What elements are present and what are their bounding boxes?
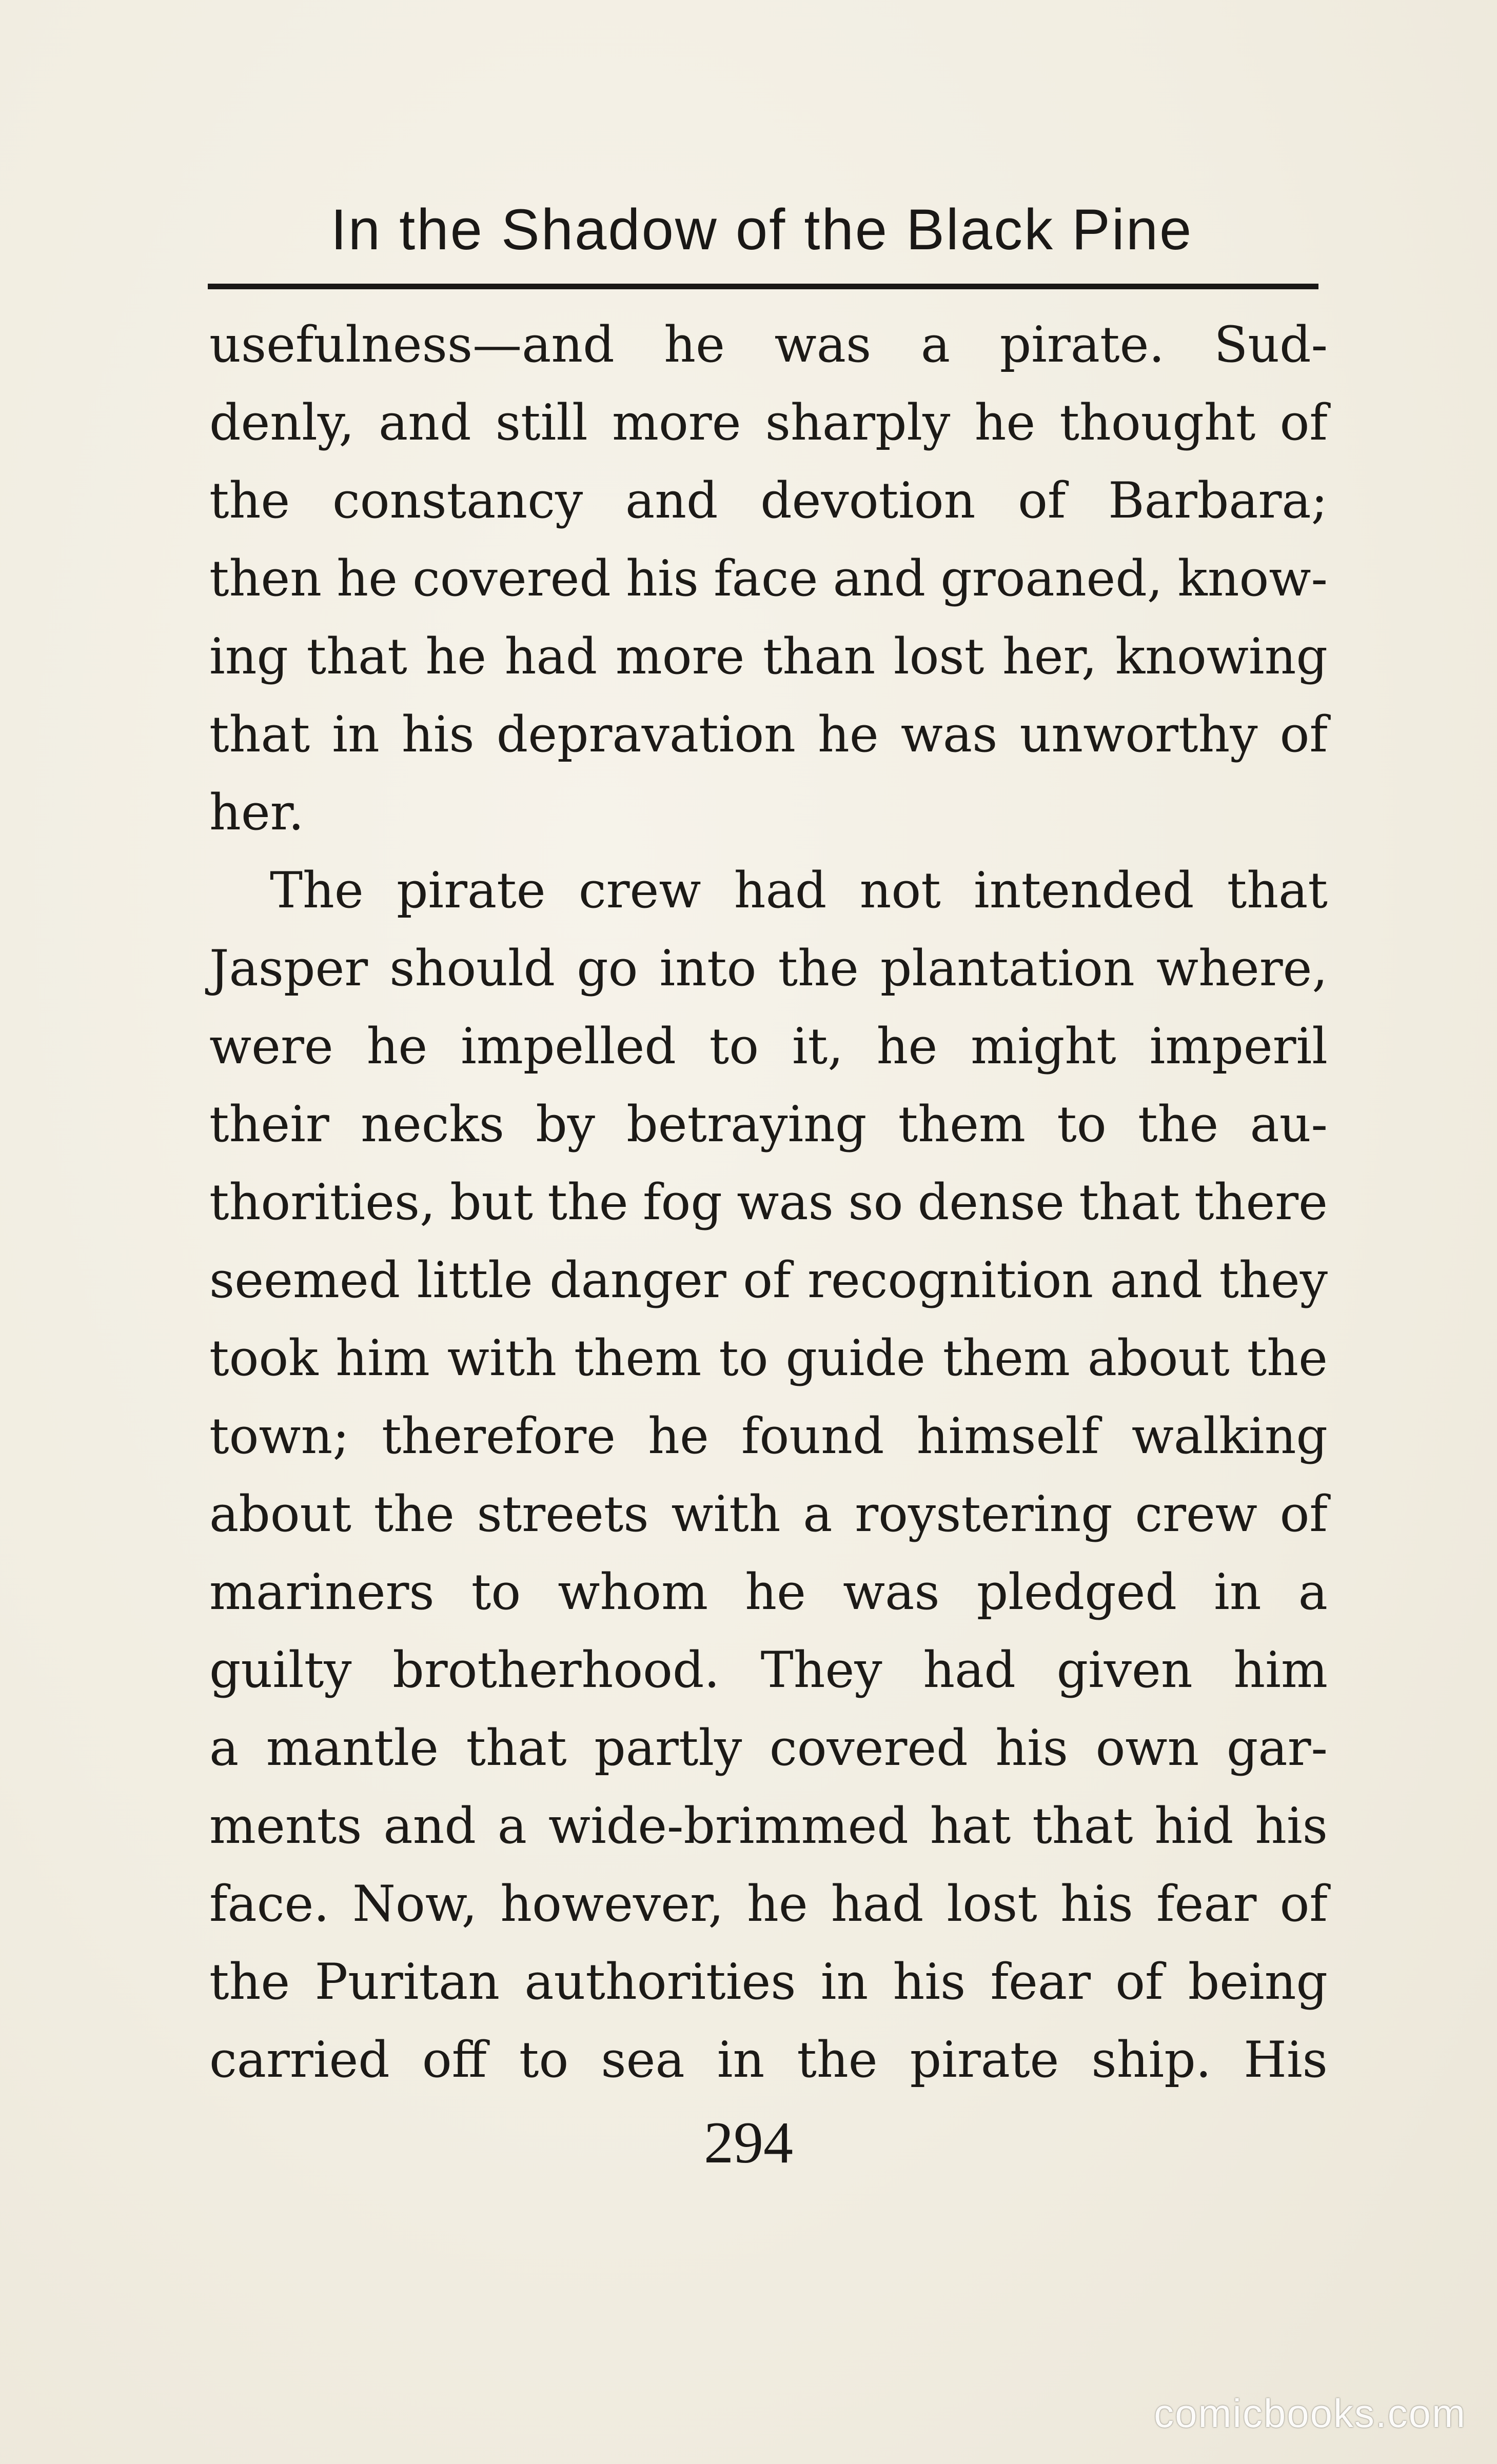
text-line: that in his depravation he was unworthy of xyxy=(209,706,1328,763)
text-line: mariners to whom he was pledged in a xyxy=(209,1563,1328,1621)
header-rule xyxy=(208,284,1318,289)
text-line: ments and a wide-brimmed hat that hid his xyxy=(209,1797,1328,1855)
text-line: the constancy and devotion of Barbara; xyxy=(209,472,1328,529)
text-line: took him with them to guide them about the xyxy=(209,1329,1328,1387)
text-line: then he covered his face and groaned, know- xyxy=(209,550,1328,607)
text-line: guilty brotherhood. They had given him xyxy=(209,1641,1328,1699)
text-line: her. xyxy=(209,784,304,841)
text-line: The pirate crew had not intended that xyxy=(270,862,1328,919)
text-line: seemed little danger of recognition and they xyxy=(209,1251,1328,1309)
text-line: carried off to sea in the pirate ship. His xyxy=(209,2031,1328,2089)
text-line: their necks by betraying them to the au- xyxy=(209,1096,1328,1153)
text-line: thorities, but the fog was so dense that there xyxy=(209,1174,1328,1231)
text-line: ing that he had more than lost her, knowing xyxy=(209,628,1328,685)
text-line: the Puritan authorities in his fear of being xyxy=(209,1953,1328,2011)
watermark-text: comicbooks.com xyxy=(1154,2391,1466,2436)
text-line: denly, and still more sharply he thought of xyxy=(209,394,1328,451)
running-head-title: In the Shadow of the Black Pine xyxy=(330,197,1193,262)
page-number: 294 xyxy=(704,2110,793,2176)
text-line: town; therefore he found himself walking xyxy=(209,1407,1328,1465)
text-line: a mantle that partly covered his own gar- xyxy=(209,1719,1328,1777)
text-line: were he impelled to it, he might imperil xyxy=(209,1018,1328,1075)
text-line: Jasper should go into the plantation where, xyxy=(209,940,1328,997)
text-line: about the streets with a roystering crew of xyxy=(209,1485,1328,1543)
body-text xyxy=(209,306,1328,2099)
text-line: face. Now, however, he had lost his fear of xyxy=(209,1875,1328,1933)
text-line: usefulness—and he was a pirate. Sud- xyxy=(209,316,1328,373)
